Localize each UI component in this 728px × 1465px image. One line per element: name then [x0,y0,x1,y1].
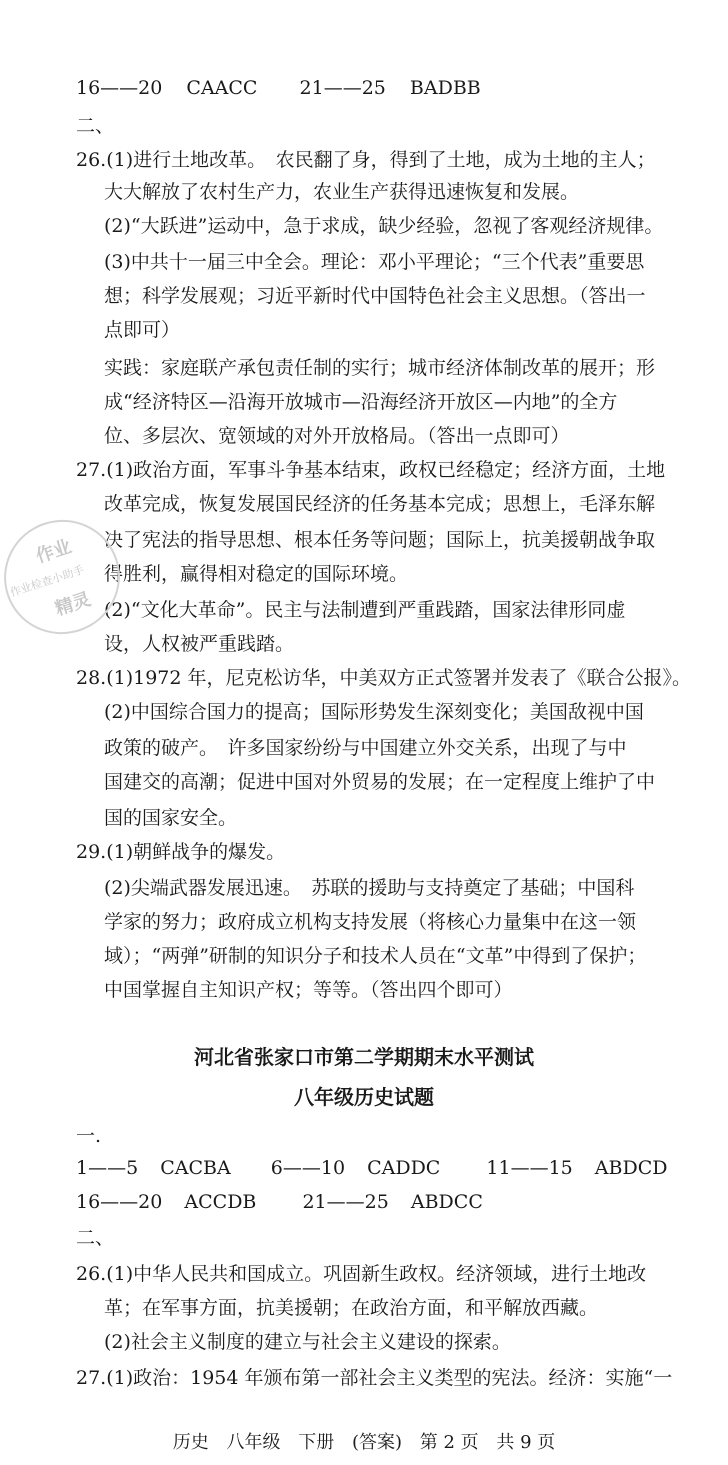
answer-letters: ABDCD [594,1157,668,1179]
answer-row [76,1156,676,1180]
answer-letters: ABDCC [410,1191,483,1213]
stamp-text: 精灵 [52,588,94,620]
q28-line: 国建交的高潮；促进中国对外贸易的发展；在一定程度上维护了中 [104,771,656,793]
s2-q27-line: 27.(1)政治：1954 年颁布第一部社会主义类型的宪法。经济：实施“一 [76,1367,673,1389]
q26-line: (2)“大跃进”运动中，急于求成，缺少经验，忽视了客观经济规律。 [104,215,664,237]
q28-line: 国的国家安全。 [104,807,238,829]
watermark-stamp [0,505,135,649]
q28-line: (2)中国综合国力的提高；国际形势发生深刻变化；美国敌视中国 [104,701,644,723]
section-heading: 一. [76,1125,102,1147]
footer-total-pages: 共 9 页 [496,1432,556,1453]
answer-letters: BADBB [409,77,481,99]
s2-q26-line: (2)社会主义制度的建立与社会主义建设的探索。 [104,1331,511,1353]
q28-line: 政策的破产。 许多国家纷纷与中国建立外交关系，出现了与中 [104,737,627,759]
q29-line: 学家的努力；政府成立机构支持发展（将核心力量集中在这一领 [104,911,637,933]
q27-line: 改革完成，恢复发展国民经济的任务基本完成；思想上，毛泽东解 [104,493,656,515]
q27-line: 决了宪法的指导思想、根本任务等问题；国际上，抗美援朝战争取 [104,529,656,551]
stamp-text: 作业检查小助手 [8,563,86,600]
footer-kind: (答案) [351,1432,402,1453]
answer-letters: CADDC [367,1157,441,1179]
answer-letters: CAACC [186,77,258,99]
answer-letters: ACCDB [184,1191,257,1213]
answer-row [76,76,676,100]
q29-line: (2)尖端武器发展迅速。 苏联的援助与支持奠定了基础；中国科 [104,877,635,899]
q27-line: 设，人权被严重践踏。 [104,633,295,655]
footer-grade: 八年级 [226,1432,281,1453]
q27-line: 27.(1)政治方面，军事斗争基本结束，政权已经稳定；经济方面，土地 [76,459,666,481]
q26-line: 实践：家庭联产承包责任制的实行；城市经济体制改革的展开；形 [104,357,656,379]
q26-line: 成“经济特区—沿海开放城市—沿海经济开放区—内地”的全方 [104,391,618,413]
q26-line: 想；科学发展观；习近平新时代中国特色社会主义思想。（答出一 [104,285,646,307]
q29-line: 域）；“两弹”研制的知识分子和技术人员在“文革”中得到了保护； [104,945,647,967]
q26-line: 点即可） [104,319,181,341]
q27-line: (2)“文化大革命”。民主与法制遭到严重践踏，国家法律形同虚 [104,599,626,621]
range-label: 16——20 [76,1191,163,1213]
answer-letters: CACBA [160,1157,231,1179]
page-footer [0,1432,728,1454]
range-label: 6——10 [270,1157,346,1179]
answer-row [76,1190,676,1214]
range-label: 1——5 [76,1157,139,1179]
footer-subject: 历史 [172,1432,209,1453]
q28-line: 28.(1)1972 年，尼克松访华，中美双方正式签署并发表了《联合公报》。 [76,667,692,689]
range-label: 21——25 [299,77,386,99]
range-label: 21——25 [302,1191,389,1213]
range-label: 11——15 [486,1157,573,1179]
q29-line: 29.(1)朝鲜战争的爆发。 [76,841,286,863]
section-heading: 二、 [76,1227,115,1249]
stamp-text: 作业 [33,536,75,568]
q29-line: 中国掌握自主知识产权；等等。（答出四个即可） [104,979,513,1001]
q26-line: 26.(1)进行土地改革。 农民翻了身，得到了土地，成为土地的主人； [76,149,656,171]
q26-line: 大大解放了农村生产力，农业生产获得迅速恢复和发展。 [104,181,580,203]
footer-volume: 下册 [298,1432,335,1453]
q26-line: (3)中共十一届三中全会。理论：邓小平理论；“三个代表”重要思 [104,251,645,273]
page-title: 河北省张家口市第二学期期末水平测试 [194,1045,534,1069]
s2-q26-line: 26.(1)中华人民共和国成立。巩固新生政权。经济领域，进行土地改 [76,1263,647,1285]
section-heading: 二、 [76,115,115,137]
s2-q26-line: 革；在军事方面，抗美援朝；在政治方面，和平解放西藏。 [104,1297,599,1319]
q26-line: 位、多层次、宽领域的对外开放格局。（答出一点即可） [104,425,570,447]
range-label: 16——20 [76,77,163,99]
page-subtitle: 八年级历史试题 [294,1085,434,1109]
footer-page-number: 第 2 页 [419,1432,479,1453]
q27-line: 得胜利，赢得相对稳定的国际环境。 [104,563,409,585]
